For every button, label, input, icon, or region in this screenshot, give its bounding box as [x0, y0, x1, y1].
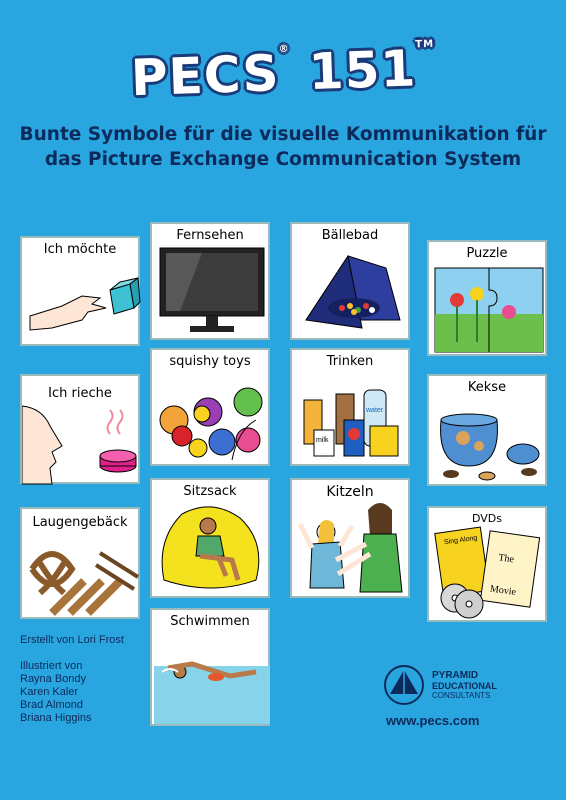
- illustrator-name: Briana Higgins: [20, 712, 92, 724]
- cookie-jar-icon: [429, 376, 549, 488]
- card-fernsehen: [150, 222, 270, 340]
- card-label: Bällebad: [321, 228, 379, 243]
- card-baellebad: [290, 222, 410, 340]
- card-label: Kekse: [467, 380, 507, 395]
- card-label: Trinken: [326, 354, 374, 369]
- card-sitzsack: [150, 478, 270, 598]
- card-kitzeln: [290, 478, 410, 598]
- title-pecs: PECS: [130, 44, 281, 108]
- publisher-url[interactable]: www.pecs.com: [386, 713, 480, 728]
- drinks-icon: [292, 350, 412, 468]
- illustrator-name: Brad Almond: [20, 699, 83, 711]
- page-title: [0, 34, 566, 112]
- illustrator-name: Rayna Bondy: [20, 673, 87, 685]
- water-text: water: [366, 407, 384, 414]
- pyramid-logo-icon: [380, 664, 428, 706]
- puzzle-icon: [429, 242, 549, 358]
- card-label: Kitzeln: [326, 484, 374, 500]
- pretzel-icon: [22, 509, 142, 621]
- card-schwimmen: [150, 608, 270, 726]
- card-label: Fernsehen: [176, 228, 244, 243]
- card-trinken: [290, 348, 410, 466]
- card-label: DVDs: [471, 512, 502, 525]
- credits-created: Erstellt von Lori Frost: [20, 634, 124, 646]
- card-squishy-toys: [150, 348, 270, 466]
- milk-text: milk: [316, 437, 329, 444]
- television-icon: [152, 224, 272, 342]
- squishy-toys-icon: [152, 350, 272, 468]
- tickling-icon: [292, 480, 412, 600]
- ball-pit-icon: [292, 224, 412, 342]
- publisher-name: [432, 671, 497, 701]
- nose-smelling-icon: [22, 376, 142, 486]
- publisher-line-1: PYRAMID: [432, 670, 479, 681]
- bean-bag-icon: [152, 480, 272, 600]
- dvds-icon: [429, 508, 549, 624]
- illustrator-name: Karen Kaler: [20, 686, 79, 698]
- card-dvds: [427, 506, 547, 622]
- card-laugengebaeck: [20, 507, 140, 619]
- swimmer-icon: [152, 610, 272, 728]
- credits-illustrated-label: Illustriert von: [20, 660, 83, 672]
- hand-reaching-icon: [22, 238, 142, 348]
- card-ich-moechte: [20, 236, 140, 346]
- card-ich-rieche: [20, 374, 140, 484]
- sing-along-text: Sing Along: [443, 534, 478, 547]
- registered-mark: ®: [278, 43, 290, 56]
- trademark-mark: TM: [415, 38, 435, 51]
- the-movie-text-1: The: [497, 552, 515, 566]
- publisher-line-3: CONSULTANTS: [432, 691, 491, 700]
- card-label: squishy toys: [169, 354, 251, 369]
- card-puzzle: [427, 240, 547, 356]
- credits-illustrators: [20, 660, 92, 725]
- card-label: Ich rieche: [48, 386, 112, 401]
- subtitle: [0, 122, 566, 172]
- card-label: Puzzle: [466, 246, 508, 261]
- card-label: Laugengebäck: [32, 515, 128, 530]
- card-label: Ich möchte: [43, 242, 117, 257]
- the-movie-text-2: Movie: [489, 583, 517, 598]
- publisher-line-2: EDUCATIONAL: [432, 681, 497, 691]
- subtitle-line-2: das Picture Exchange Communication System: [44, 149, 522, 170]
- subtitle-line-1: Bunte Symbole für die visuelle Kommunikation für: [19, 124, 547, 145]
- card-kekse: [427, 374, 547, 486]
- card-label: Schwimmen: [170, 614, 250, 629]
- card-label: Sitzsack: [183, 484, 237, 499]
- title-number: 151: [307, 39, 418, 102]
